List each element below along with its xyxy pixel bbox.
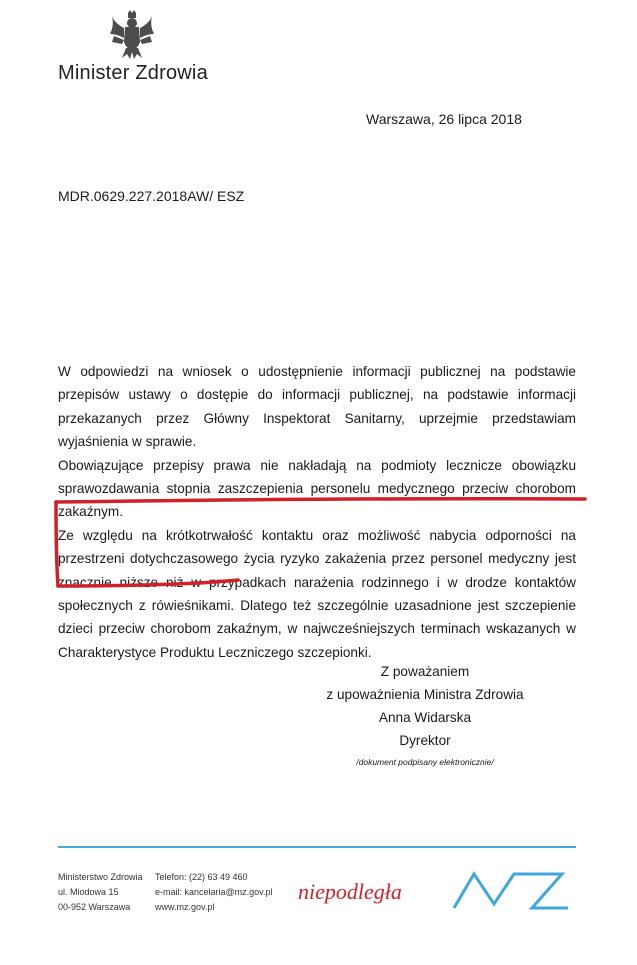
paragraph-request: W odpowiedzi na wniosek o udostępnienie informacji publicznej na podstawie przepisów ustawy o dostępie do informacji publicznej, na podstawie informacji przekazanych przez Główny Inspektorat Sanitarny, uprzejmie przedstawiam wyjaśnienia w sprawie. (58, 364, 576, 450)
niepodlegla-logo (296, 872, 432, 912)
signatory-authority: z upoważnienia Ministra Zdrowia (326, 687, 524, 702)
footer-divider (58, 846, 576, 848)
date-line: Warszawa, 26 lipca 2018 (366, 111, 522, 127)
footer-contact (155, 870, 273, 915)
address-line: 00-952 Warszawa (58, 902, 131, 912)
signatory-position: Dyrektor (399, 733, 451, 748)
polish-eagle-emblem-icon (110, 10, 154, 60)
paragraph-risk: Ze względu na krótkotrwałość kontaktu oraz możliwość nabycia odporności na przestrzeni dotychczasowego życia ryzyko zakażenia przez personel medyczny jest znacznie niższe niż w przypadkach narażenia rodzinnego i w drodze kontaktów społecznych z rówieśnikami. Dlatego też szczególnie uzasadnione jest szczepienie dzieci przeciw chorobom zakaźnym, w najwcześniejszych terminach wskazanych w Charakterystyce Produktu Leczniczego szczepionki. (58, 527, 576, 660)
address-line: ul. Miodowa 15 (58, 887, 119, 897)
address-line: Ministerstwo Zdrowia (58, 872, 143, 882)
reference-number: MDR.0629.227.2018AW/ ESZ (58, 188, 245, 204)
contact-phone: Telefon: (22) 63 49 460 (155, 872, 248, 882)
svg-text:niepodległa: niepodległa (298, 879, 402, 904)
electronic-signature-note: /dokument podpisany elektronicznie/ (356, 757, 494, 767)
closing-phrase: Z poważaniem (380, 664, 470, 679)
footer-address (58, 870, 143, 915)
contact-website: www.mz.gov.pl (155, 902, 215, 912)
red-highlight-annotation (50, 496, 587, 588)
signatory-name: Anna Widarska (378, 710, 472, 725)
contact-email: e-mail: kancelaria@mz.gov.pl (155, 887, 273, 897)
ministry-title: Minister Zdrowia (58, 62, 208, 84)
paragraph-regulations: Obowiązujące przepisy prawa nie nakładają na podmioty lecznicze obowiązku sprawozdawania stopnia zaszczepienia personelu medycznego przeciw chorobom zakaźnym. (58, 457, 576, 520)
mz-logo (452, 870, 570, 910)
